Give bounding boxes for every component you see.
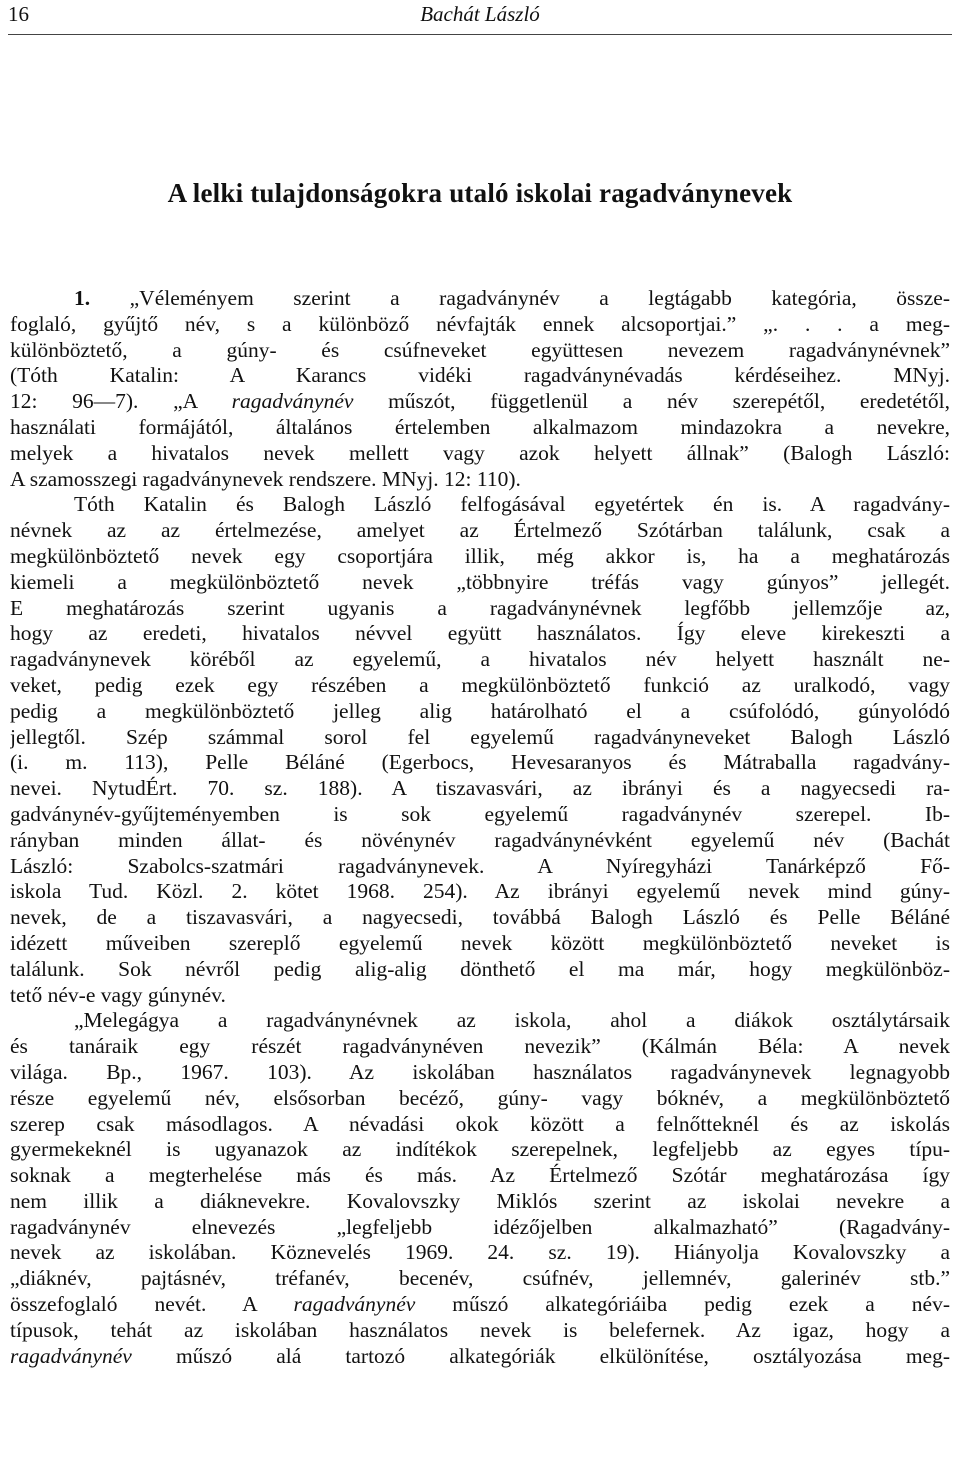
text-line bbox=[10, 750, 950, 776]
text-segment: „Melegágya a ragadványnévnek az iskola, ahol a diákok osztálytársaik bbox=[74, 1008, 950, 1033]
text-line bbox=[10, 1292, 950, 1318]
italic-term: ragadványnév bbox=[231, 389, 354, 414]
text-segment: használati formájától, általános értelemben alkalmazom mindazokra a nevekre, bbox=[10, 414, 950, 439]
text-line bbox=[10, 389, 950, 415]
text-segment: ragadványnevek köréből az egyelemű, a hivatalos név helyett használt ne- bbox=[10, 647, 950, 672]
text-segment: névnek az az értelmezése, amelyet az Értelmező Szótárban találunk, csak a bbox=[10, 518, 950, 543]
text-segment: hogy az eredeti, hivatalos névvel együtt használatos. Így eleve kirekeszti a bbox=[10, 621, 950, 646]
text-segment: E meghatározás szerint ugyanis a ragadványnévnek legfőbb jellemzője az, bbox=[10, 595, 950, 620]
text-line bbox=[10, 905, 950, 931]
text-segment: megkülönböztető nevek egy csoportjára illik, még akkor is, ha a meghatározás bbox=[10, 543, 950, 568]
text-segment: gyermekeknél is ugyanazok az indítékok szerepelnek, legfeljebb az egyes típu- bbox=[10, 1137, 950, 1162]
text-line bbox=[10, 441, 950, 467]
text-segment: műszó alkategóriáiba pedig ezek a név- bbox=[415, 1292, 950, 1317]
running-title: Bachát László bbox=[420, 2, 540, 26]
text-segment: idézett műveiben szereplő egyelemű nevek között megkülönböztető neveket is bbox=[10, 930, 950, 955]
article-title: A lelki tulajdonságokra utaló iskolai ragadványnevek bbox=[167, 178, 793, 208]
text-line bbox=[10, 1060, 950, 1086]
text-line bbox=[10, 415, 950, 441]
text-segment: találunk. Sok névről pedig alig-alig dönthető el ma már, hogy megkülönböz- bbox=[10, 956, 950, 981]
text-segment: pedig a megkülönböztető jelleg alig határolható el a csúfolódó, gúnyolódó bbox=[10, 698, 950, 723]
text-line bbox=[10, 1163, 950, 1189]
text-line bbox=[10, 1344, 950, 1370]
text-segment: gadványnév-gyűjteményemben is sok egyelemű ragadványnév szerepel. Ib- bbox=[10, 801, 950, 826]
italic-term: ragadványnév bbox=[10, 1343, 132, 1368]
text-line bbox=[10, 1034, 950, 1060]
text-segment: ragadványnév elnevezés „legfeljebb idézőjelben alkalmazható” (Ragadvány- bbox=[10, 1214, 950, 1239]
text-line bbox=[10, 596, 950, 622]
text-line bbox=[10, 570, 950, 596]
text-line bbox=[10, 1008, 950, 1034]
text-line bbox=[10, 1189, 950, 1215]
text-segment: szerep csak másodlagos. A névadási okok között a felnőtteknél és az iskolás bbox=[10, 1111, 950, 1136]
text-segment: László: Szabolcs-szatmári ragadványnevek. A Nyíregyházi Tanárképző Fő- bbox=[10, 853, 950, 878]
text-line bbox=[10, 828, 950, 854]
text-segment: és tanáraik egy részét ragadványnéven nevezik” (Kálmán Béla: A nevek bbox=[10, 1034, 950, 1059]
text-line bbox=[10, 957, 950, 983]
text-line bbox=[10, 879, 950, 905]
header-rule bbox=[8, 34, 952, 35]
text-segment: kiemeli a megkülönböztető nevek „többnyire tréfás vagy gúnyos” jellegét. bbox=[10, 569, 950, 594]
text-line bbox=[10, 338, 950, 364]
text-line bbox=[10, 1318, 950, 1344]
text-segment: Tóth Katalin és Balogh László felfogásával egyetértek én is. A ragadvány- bbox=[74, 492, 950, 517]
text-line bbox=[10, 1112, 950, 1138]
text-segment: A szamosszegi ragadványnevek rendszere. MNyj. 12: 110). bbox=[10, 466, 521, 491]
section-number: 1. bbox=[74, 286, 91, 310]
text-segment: (Tóth Katalin: A Karancs vidéki ragadványnévadás kérdéseihez. MNyj. bbox=[10, 363, 950, 388]
text-line bbox=[10, 1240, 950, 1266]
text-segment: összefoglaló nevét. A bbox=[10, 1292, 294, 1317]
text-line bbox=[10, 854, 950, 880]
text-segment: része egyelemű név, elsősorban becéző, gúny- vagy bóknév, a megkülönböztető bbox=[10, 1085, 950, 1110]
text-line bbox=[10, 1266, 950, 1292]
text-segment: „Véleményem szerint a ragadványnév a legtágabb kategória, össze- bbox=[90, 286, 950, 310]
text-segment: veket, pedig ezek egy részében a megkülönböztető funkció az uralkodó, vagy bbox=[10, 672, 950, 697]
text-line bbox=[10, 647, 950, 673]
text-line bbox=[10, 725, 950, 751]
running-header bbox=[8, 2, 952, 28]
text-line bbox=[10, 1086, 950, 1112]
text-segment: nem illik a diáknevekre. Kovalovszky Miklós szerint az iskolai nevekre a bbox=[10, 1188, 950, 1213]
text-line bbox=[10, 492, 950, 518]
text-segment: melyek a hivatalos nevek mellett vagy azok helyett állnak” (Balogh László: bbox=[10, 440, 950, 465]
text-line bbox=[10, 983, 950, 1009]
text-segment: foglaló, gyűjtő név, s a különböző névfajták ennek alcsoportjai.” „. . . a meg- bbox=[10, 311, 950, 336]
text-segment: „diáknév, pajtásnév, tréfanév, becenév, csúfnév, jellemnév, galerinév stb.” bbox=[10, 1266, 950, 1291]
text-segment: különböztető, a gúny- és csúfneveket együttesen nevezem ragadványnévnek” bbox=[10, 337, 950, 362]
text-line bbox=[10, 1215, 950, 1241]
text-segment: tető név-e vagy gúnynév. bbox=[10, 982, 226, 1007]
text-segment: nevei. NytudÉrt. 70. sz. 188). A tiszavasvári, az ibrányi és a nagyecsedi ra- bbox=[10, 776, 950, 801]
text-line bbox=[10, 802, 950, 828]
text-segment: jellegtől. Szép számmal sorol fel egyelemű ragadványneveket Balogh László bbox=[10, 724, 950, 749]
text-line bbox=[10, 621, 950, 647]
text-segment: soknak a megterhelése más és más. Az Értelmező Szótár meghatározása így bbox=[10, 1163, 950, 1188]
text-line bbox=[10, 518, 950, 544]
text-line bbox=[10, 467, 950, 493]
text-segment: világa. Bp., 1967. 103). Az iskolában használatos ragadványnevek legnagyobb bbox=[10, 1059, 950, 1084]
text-segment: 12: 96—7). „A bbox=[10, 389, 232, 414]
italic-term: ragadványnév bbox=[293, 1292, 416, 1317]
text-segment: iskola Tud. Közl. 2. kötet 1968. 254). Az ibrányi egyelemű nevek mind gúny- bbox=[10, 879, 950, 904]
text-segment: típusok, tehát az iskolában használatos nevek is belefernek. Az igaz, hogy a bbox=[10, 1317, 950, 1342]
page-number: 16 bbox=[8, 2, 29, 26]
text-segment: nevek, de a tiszavasvári, a nagyecsedi, továbbá Balogh László és Pelle Béláné bbox=[10, 905, 950, 930]
text-line bbox=[10, 673, 950, 699]
text-segment: rányban minden állat- és növénynév ragadványnévként egyelemű név (Bachát bbox=[10, 827, 950, 852]
text-line bbox=[10, 931, 950, 957]
body-text bbox=[10, 286, 950, 1369]
text-line bbox=[10, 776, 950, 802]
text-line bbox=[10, 1137, 950, 1163]
text-line bbox=[10, 363, 950, 389]
text-line bbox=[10, 544, 950, 570]
text-segment: (i. m. 113), Pelle Béláné (Egerbocs, Hevesaranyos és Mátraballa ragadvány- bbox=[10, 750, 950, 775]
text-line bbox=[10, 286, 950, 312]
text-segment: nevek az iskolában. Köznevelés 1969. 24. sz. 19). Hiányolja Kovalovszky a bbox=[10, 1240, 950, 1265]
text-line bbox=[10, 699, 950, 725]
text-line bbox=[10, 312, 950, 338]
text-segment: műszó alá tartozó alkategóriák elkülönítése, osztályozása meg- bbox=[131, 1343, 950, 1368]
text-segment: műszót, függetlenül a név szerepétől, eredetétől, bbox=[353, 389, 950, 414]
